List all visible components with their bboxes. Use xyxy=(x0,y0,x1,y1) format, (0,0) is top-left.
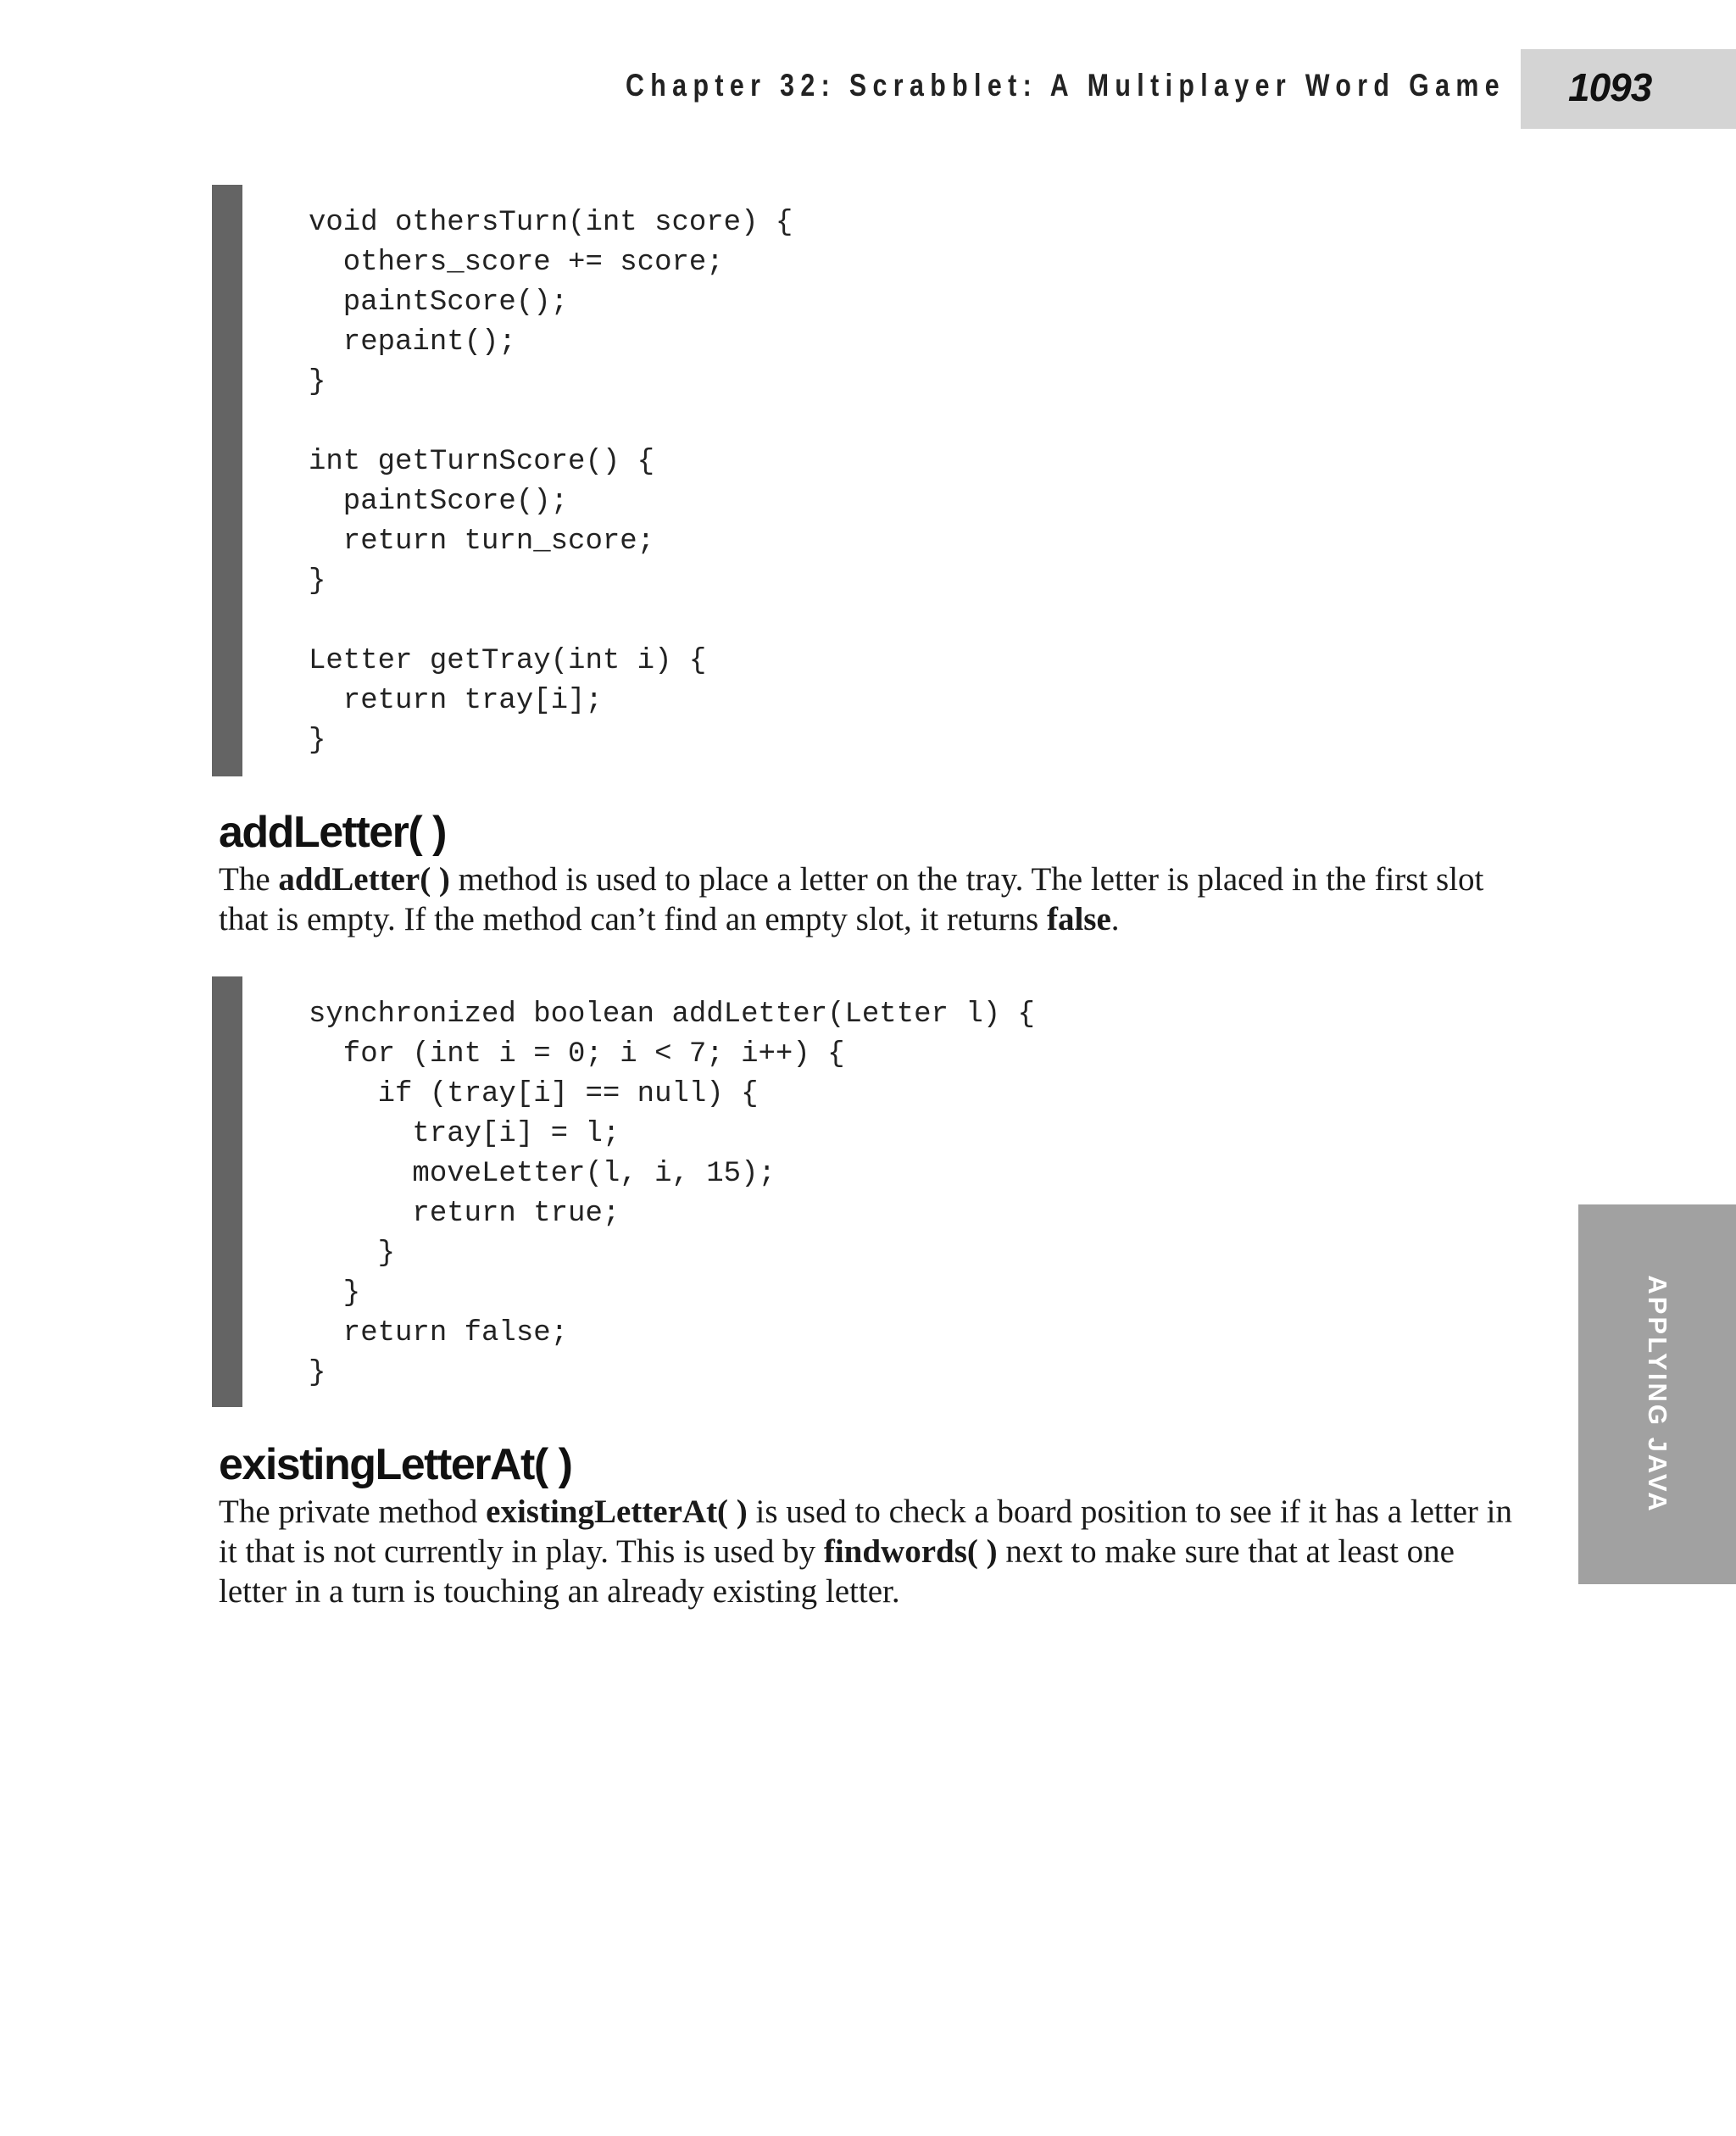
section-heading-addletter: addLetter( ) xyxy=(219,808,446,857)
section-heading-existingletterat: existingLetterAt( ) xyxy=(219,1440,572,1489)
section-paragraph-addletter: The addLetter( ) method is used to place a letter on the tray. The letter is placed in the first slot that is empty. If the method can’t find an empty slot, it returns false. xyxy=(219,861,1484,937)
side-tab xyxy=(1578,1204,1736,1584)
side-tab-label: APPLYING JAVA xyxy=(1643,1275,1672,1514)
section-paragraph-existingletterat: The private method existingLetterAt( ) is used to check a board position to see if it has a letter in it that is not currently in play. This is used by findwords( ) next to make sure that at least one letter in a turn is touching an already existing letter. xyxy=(219,1494,1512,1610)
running-head: Chapter 32: Scrabblet: A Multiplayer Word Game xyxy=(625,68,1505,103)
page-number: 1093 xyxy=(1568,65,1652,109)
code-block-bar xyxy=(212,185,242,776)
code-listing: synchronized boolean addLetter(Letter l) { for (int i = 0; i < 7; i++) { if (tray[i] == null) { tray[i] = l; moveLetter(l, i, 15); return true; } } return false; } xyxy=(309,998,1035,1389)
code-block-bar xyxy=(212,976,242,1407)
code-listing: void othersTurn(int score) { others_score += score; paintScore(); repaint(); } int getTurnScore() { paintScore(); return turn_score; } Letter getTray(int i) { return tray[i]; } xyxy=(309,207,793,757)
